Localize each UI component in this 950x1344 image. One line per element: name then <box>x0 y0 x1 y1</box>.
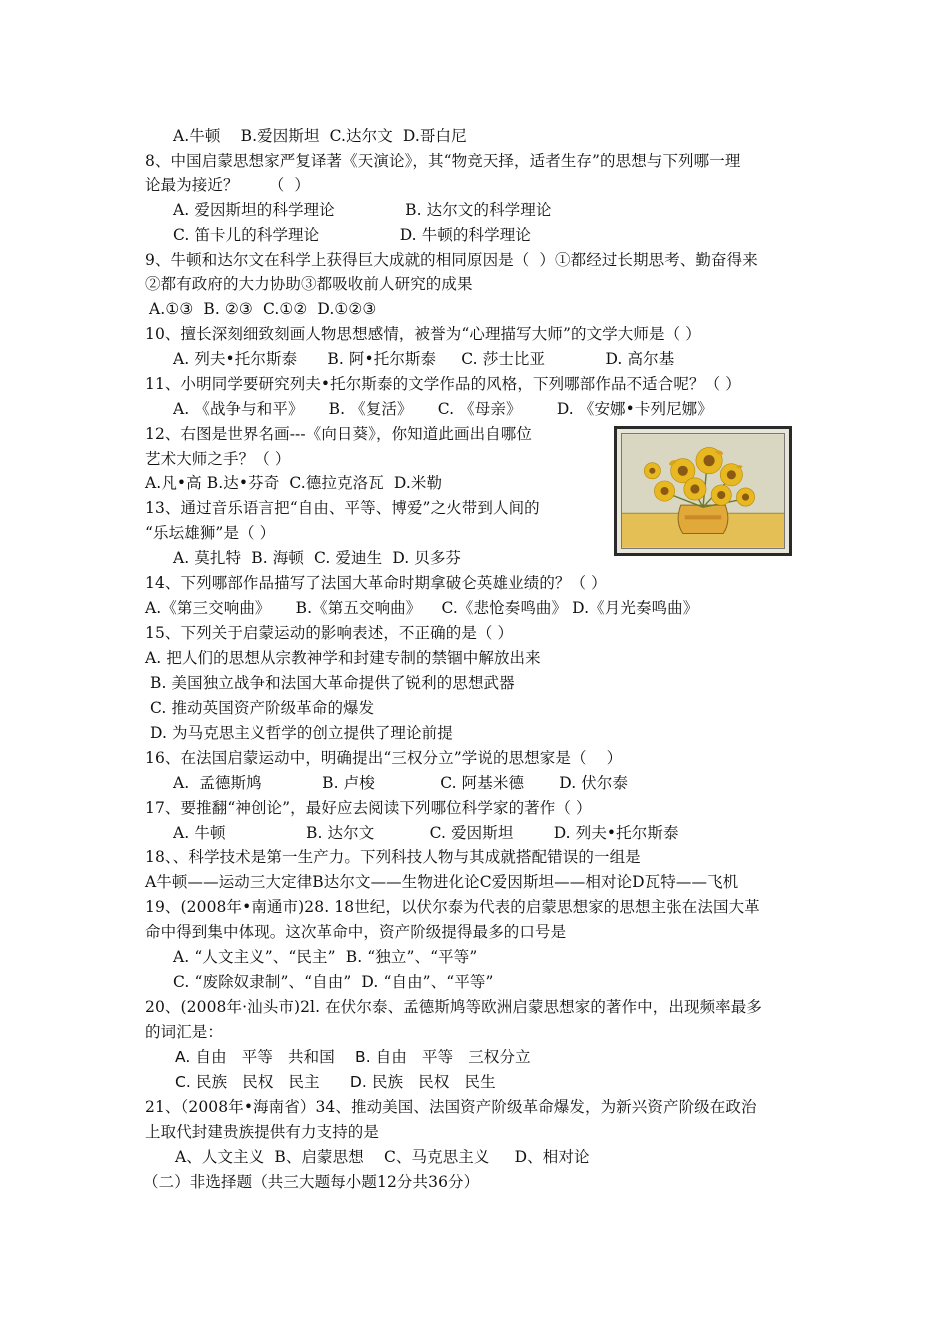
sunflowers-painting <box>614 426 792 556</box>
text-line: A.《第三交响曲》 B.《第五交响曲》 C.《悲怆奏鸣曲》 D.《月光奏鸣曲》 <box>145 599 699 617</box>
text-line: A. 孟德斯鸠 B. 卢梭 C. 阿基米德 D. 伏尔泰 <box>173 774 629 792</box>
painting-frame <box>621 433 785 549</box>
text-line: A. 自由 平等 共和国 B. 自由 平等 三权分立 <box>175 1048 531 1066</box>
text-line: A.牛顿 B.爱因斯坦 C.达尔文 D.哥白尼 <box>173 127 467 145</box>
text-line: A.凡•高 B.达•芬奇 C.德拉克洛瓦 D.米勒 <box>145 474 443 492</box>
text-line: D. 为马克思主义哲学的创立提供了理论前提 <box>150 724 453 742</box>
text-line: 13、通过音乐语言把“自由、平等、博爱”之火带到人间的 <box>145 499 540 517</box>
text-line: A. 把人们的思想从宗教神学和封建专制的禁锢中解放出来 <box>145 649 541 667</box>
text-line: 8、中国启蒙思想家严复译著《天演论》，其“物竞天择，适者生存”的思想与下列哪一理 <box>145 152 741 170</box>
text-line: A. 列夫•托尔斯泰 B. 阿•托尔斯泰 C. 莎士比亚 D. 高尔基 <box>173 350 675 368</box>
text-line: 的词汇是： <box>145 1023 224 1041</box>
text-line: 18、、科学技术是第一生产力。下列科技人物与其成就搭配错误的一组是 <box>145 848 641 866</box>
text-line: C. “废除奴隶制”、“自由” D. “自由”、“平等” <box>173 973 494 991</box>
text-line: B. 美国独立战争和法国大革命提供了锐利的思想武器 <box>150 674 515 692</box>
text-line: A牛顿——运动三大定律B达尔文——生物进化论C爱因斯坦——相对论D瓦特——飞机 <box>145 873 739 891</box>
text-line: 16、在法国启蒙运动中，明确提出“三权分立”学说的思想家是（ ） <box>145 749 623 767</box>
text-line: A. 牛顿 B. 达尔文 C. 爱因斯坦 D. 列夫•托尔斯泰 <box>173 824 679 842</box>
text-line: 论最为接近？ （ ） <box>145 176 311 194</box>
text-line: C. 笛卡儿的科学理论 D. 牛顿的科学理论 <box>173 226 531 244</box>
text-line: A. “人文主义”、“民主” B. “独立”、“平等” <box>173 948 478 966</box>
text-line: 19、(2008年•南通市)28. 18世纪，以伏尔泰为代表的启蒙思想家的思想主张在法国大革 <box>145 898 760 916</box>
text-line: 15、下列关于启蒙运动的影响表述，不正确的是（ ） <box>145 624 514 642</box>
text-line: 20、(2008年·汕头市)2l. 在伏尔泰、孟德斯鸠等欧洲启蒙思想家的著作中，出现频率最多 <box>145 998 762 1016</box>
text-line: 17、要推翻“神创论”，最好应去阅读下列哪位科学家的著作（ ） <box>145 799 592 817</box>
text-line: 11、小明同学要研究列夫•托尔斯泰的文学作品的风格，下列哪部作品不适合呢？（ ） <box>145 375 741 393</box>
text-line: ②都有政府的大力协助③都吸收前人研究的成果 <box>145 275 473 293</box>
text-line: 12、右图是世界名画---《向日葵》，你知道此画出自哪位 <box>145 425 532 443</box>
text-line: A. 莫扎特 B. 海顿 C. 爱迪生 D. 贝多芬 <box>173 549 462 567</box>
text-line: 上取代封建贵族提供有力支持的是 <box>145 1123 380 1141</box>
text-line: 艺术大师之手？（ ） <box>145 450 291 468</box>
text-line: A. 《战争与和平》 B. 《复活》 C. 《母亲》 D. 《安娜•卡列尼娜》 <box>173 400 713 418</box>
text-line: A.①③ B. ②③ C.①② D.①②③ <box>149 300 377 318</box>
text-line: A. 爱因斯坦的科学理论 B. 达尔文的科学理论 <box>173 201 552 219</box>
text-line: A、人文主义 B、启蒙思想 C、马克思主义 D、相对论 <box>175 1148 590 1166</box>
text-line: C. 民族 民权 民主 D. 民族 民权 民生 <box>175 1073 496 1091</box>
text-line: 14、下列哪部作品描写了法国大革命时期拿破仑英雄业绩的？（ ） <box>145 574 607 592</box>
text-line: 9、牛顿和达尔文在科学上获得巨大成就的相同原因是（ ）①都经过长期思考、勤奋得来 <box>145 251 758 269</box>
text-line: 21、（2008年•海南省）34、推动美国、法国资产阶级革命爆发，为新兴资产阶级在政治 <box>145 1098 757 1116</box>
text-line: C. 推动英国资产阶级革命的爆发 <box>150 699 375 717</box>
text-line: 10、擅长深刻细致刻画人物思想感情，被誉为“心理描写大师”的文学大师是（ ） <box>145 325 701 343</box>
text-line: “乐坛雄狮”是（ ） <box>145 524 276 542</box>
text-line: （二）非选择题（共三大题每小题12分共36分） <box>143 1173 480 1191</box>
sunflowers-image <box>622 434 784 548</box>
text-line: 命中得到集中体现。这次革命中，资产阶级提得最多的口号是 <box>145 923 567 941</box>
